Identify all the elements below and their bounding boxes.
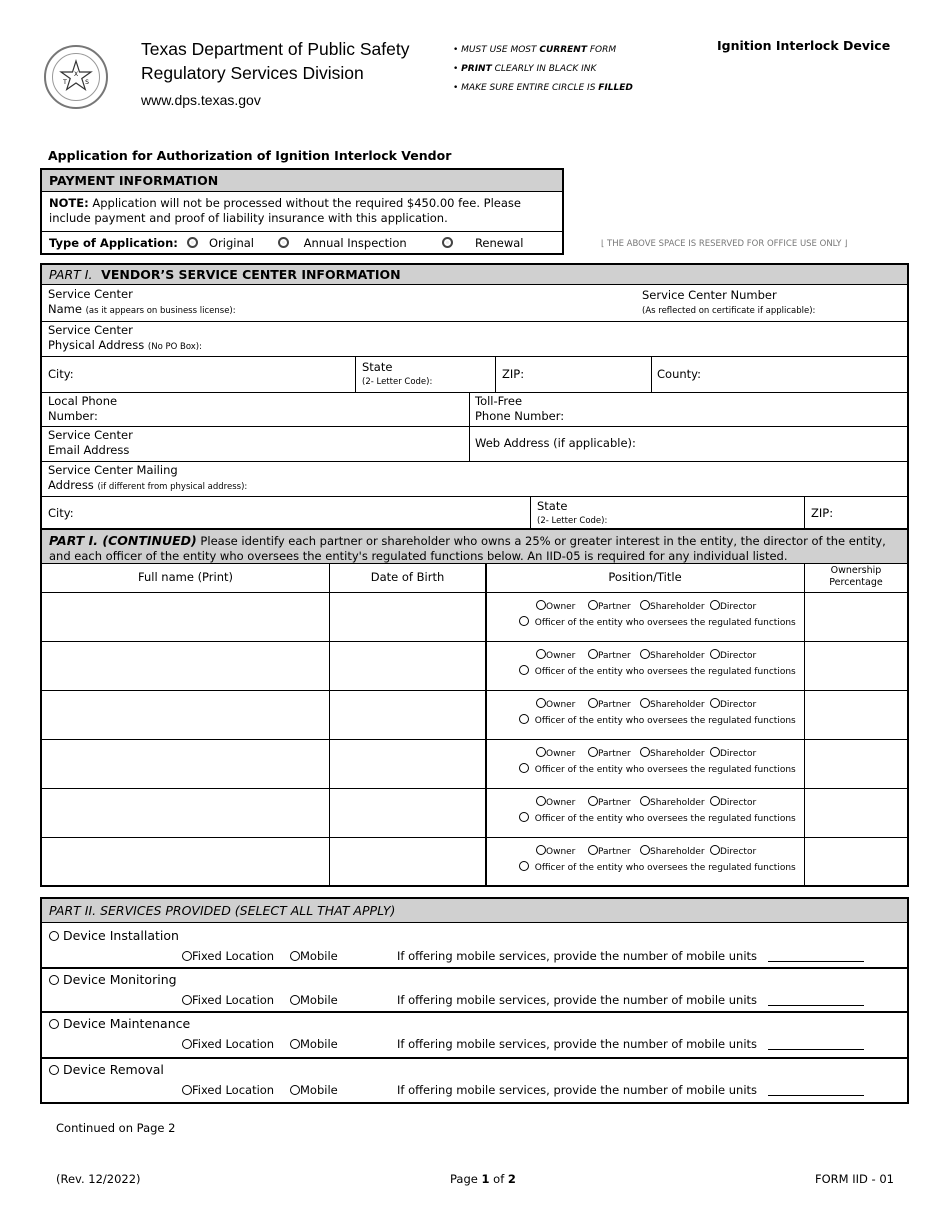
dob-field[interactable] — [330, 837, 485, 886]
mailing-state-label: State (2- Letter Code): — [537, 499, 608, 526]
radio-renewal[interactable] — [442, 237, 453, 248]
ownership-percentage-field[interactable] — [805, 739, 907, 788]
position-option[interactable]: Owner — [536, 698, 575, 710]
position-radio[interactable] — [588, 845, 598, 855]
service-option[interactable]: Device Removal — [49, 1062, 164, 1077]
position-option[interactable]: Shareholder — [640, 698, 705, 710]
form-id: FORM IID - 01 — [815, 1172, 894, 1186]
payment-section — [40, 168, 564, 255]
position-option[interactable]: Partner — [588, 600, 631, 612]
mobile-units-label: If offering mobile services, provide the number of mobile units — [397, 949, 864, 963]
officer-radio[interactable] — [519, 714, 529, 724]
position-radio[interactable] — [640, 600, 650, 610]
position-radio[interactable] — [536, 600, 546, 610]
position-option[interactable]: Partner — [588, 747, 631, 759]
revision-date: (Rev. 12/2022) — [56, 1172, 141, 1186]
part2-section — [40, 897, 909, 1104]
part1c-heading-bar — [42, 529, 907, 564]
position-option[interactable]: Partner — [588, 796, 631, 808]
position-option[interactable]: Owner — [536, 600, 575, 612]
position-option[interactable]: Director — [710, 649, 756, 661]
position-radio[interactable] — [588, 796, 598, 806]
dob-field[interactable] — [330, 592, 485, 641]
ownership-percentage-field[interactable] — [805, 837, 907, 886]
officer-radio[interactable] — [519, 763, 529, 773]
position-option[interactable]: Partner — [588, 845, 631, 857]
column-full-name: Full name (Print) — [137, 570, 233, 584]
service-radio[interactable] — [49, 975, 59, 985]
position-radio[interactable] — [588, 698, 598, 708]
service-option[interactable]: Device Maintenance — [49, 1016, 190, 1031]
officer-radio[interactable] — [519, 812, 529, 822]
email-label: Service Center Email Address — [48, 428, 133, 457]
position-option[interactable]: Director — [710, 845, 756, 857]
service-row — [42, 923, 907, 967]
part1-heading-bar — [42, 265, 907, 285]
position-option[interactable]: Shareholder — [640, 845, 705, 857]
dob-field[interactable] — [330, 690, 485, 739]
local-phone-label: Local Phone Number: — [48, 394, 118, 423]
service-radio[interactable] — [49, 931, 59, 941]
position-radio[interactable] — [710, 600, 720, 610]
dob-field[interactable] — [330, 641, 485, 690]
full-name-field[interactable] — [42, 641, 329, 690]
ownership-percentage-field[interactable] — [805, 788, 907, 837]
service-radio[interactable] — [49, 1065, 59, 1075]
application-type-label: Type of Application: — [49, 236, 178, 250]
svg-text:X: X — [73, 71, 79, 78]
officer-option[interactable]: Officer of the entity who oversees the regulated functions — [519, 812, 796, 824]
officer-option[interactable]: Officer of the entity who oversees the regulated functions — [519, 665, 796, 677]
state-label: State (2- Letter Code): — [362, 360, 433, 387]
instruction-1: • MUST USE MOST CURRENT FORM — [453, 45, 617, 55]
fixed-location-option[interactable]: Fixed Location — [182, 1037, 274, 1051]
service-radio[interactable] — [49, 1019, 59, 1029]
mobile-units-label: If offering mobile services, provide the number of mobile units — [397, 1037, 864, 1051]
full-name-field[interactable] — [42, 739, 329, 788]
mobile-radio[interactable] — [290, 1085, 300, 1095]
mailing-address-label: Service Center Mailing Address (if different from physical address): — [48, 463, 248, 492]
fixed-location-option[interactable]: Fixed Location — [182, 993, 274, 1007]
dob-field[interactable] — [330, 788, 485, 837]
payment-heading: PAYMENT INFORMATION — [49, 173, 219, 188]
type-annual-option[interactable]: Annual Inspection — [278, 236, 407, 250]
owner-row — [42, 592, 907, 641]
payment-note: NOTE: Application will not be processed without the required $450.00 fee. Please include payment and proof of liability insurance with this application. — [49, 196, 521, 225]
officer-option[interactable]: Officer of the entity who oversees the regulated functions — [519, 714, 796, 726]
position-option[interactable]: Shareholder — [640, 649, 705, 661]
position-option[interactable]: Director — [710, 747, 756, 759]
position-radio[interactable] — [710, 796, 720, 806]
position-option[interactable]: Shareholder — [640, 747, 705, 759]
position-option[interactable]: Owner — [536, 796, 575, 808]
county-label: County: — [657, 367, 701, 381]
part1-section — [40, 263, 909, 530]
part2-heading: PART II. SERVICES PROVIDED (SELECT ALL THAT APPLY) — [49, 903, 396, 918]
service-center-number-label: Service Center Number (As reflected on certificate if applicable): — [642, 288, 816, 316]
website: www.dps.texas.gov — [141, 92, 261, 108]
position-radio[interactable] — [536, 747, 546, 757]
full-name-field[interactable] — [42, 592, 329, 641]
position-radio[interactable] — [640, 698, 650, 708]
position-radio[interactable] — [640, 796, 650, 806]
ownership-percentage-field[interactable] — [805, 641, 907, 690]
position-option[interactable]: Director — [710, 698, 756, 710]
officer-radio[interactable] — [519, 616, 529, 626]
full-name-field[interactable] — [42, 788, 329, 837]
mailing-zip-label: ZIP: — [811, 506, 834, 520]
full-name-field[interactable] — [42, 690, 329, 739]
officer-option[interactable]: Officer of the entity who oversees the regulated functions — [519, 616, 796, 628]
officer-radio[interactable] — [519, 665, 529, 675]
agency-name: Texas Department of Public Safety — [141, 39, 410, 59]
fixed-location-option[interactable]: Fixed Location — [182, 949, 274, 963]
position-option[interactable]: Owner — [536, 649, 575, 661]
payment-heading-bar — [42, 170, 562, 192]
division-name: Regulatory Services Division — [141, 63, 364, 83]
position-option[interactable]: Shareholder — [640, 600, 705, 612]
position-radio[interactable] — [536, 649, 546, 659]
fixed-location-radio[interactable] — [182, 995, 192, 1005]
office-use-note: ⌊ THE ABOVE SPACE IS RESERVED FOR OFFICE USE ONLY ⌋ — [601, 239, 848, 249]
toll-free-label: Toll-Free Phone Number: — [475, 394, 565, 423]
position-option[interactable]: Shareholder — [640, 796, 705, 808]
service-center-name-label: Service Center Name (as it appears on business license): — [48, 287, 236, 316]
position-radio[interactable] — [588, 649, 598, 659]
mobile-units-label: If offering mobile services, provide the number of mobile units — [397, 1083, 864, 1097]
radio-original[interactable] — [187, 237, 198, 248]
form-title: Application for Authorization of Ignition Interlock Vendor — [48, 148, 452, 163]
owner-row — [42, 837, 907, 886]
position-radio[interactable] — [536, 796, 546, 806]
position-radio[interactable] — [710, 698, 720, 708]
officer-option[interactable]: Officer of the entity who oversees the regulated functions — [519, 763, 796, 775]
mobile-radio[interactable] — [290, 951, 300, 961]
position-radio[interactable] — [536, 698, 546, 708]
mobile-units-field[interactable] — [768, 996, 864, 1006]
fixed-location-radio[interactable] — [182, 1039, 192, 1049]
agency-heading — [141, 37, 409, 85]
mobile-option[interactable]: Mobile — [290, 1083, 338, 1097]
position-option[interactable]: Owner — [536, 845, 575, 857]
instruction-3: • MAKE SURE ENTIRE CIRCLE IS FILLED — [453, 83, 633, 93]
position-radio[interactable] — [536, 845, 546, 855]
officer-option[interactable]: Officer of the entity who oversees the regulated functions — [519, 861, 796, 873]
mobile-units-field[interactable] — [768, 1086, 864, 1096]
fixed-location-radio[interactable] — [182, 951, 192, 961]
mobile-option[interactable]: Mobile — [290, 993, 338, 1007]
type-renewal-option[interactable]: Renewal — [442, 236, 524, 250]
form-type: Ignition Interlock Device — [717, 38, 891, 53]
svg-text:S: S — [85, 79, 89, 86]
svg-text:T: T — [63, 79, 67, 86]
mobile-units-field[interactable] — [768, 952, 864, 962]
owner-row — [42, 739, 907, 788]
position-radio[interactable] — [588, 600, 598, 610]
position-radio[interactable] — [710, 649, 720, 659]
mobile-radio[interactable] — [290, 1039, 300, 1049]
column-ownership-percentage: Ownership Percentage — [829, 565, 883, 588]
service-row — [42, 1057, 907, 1102]
page-number: Page 1 of 2 — [450, 1172, 516, 1186]
position-radio[interactable] — [640, 649, 650, 659]
mailing-city-label: City: — [48, 506, 74, 520]
position-option[interactable]: Partner — [588, 698, 631, 710]
position-option[interactable]: Director — [710, 796, 756, 808]
radio-annual-inspection[interactable] — [278, 237, 289, 248]
fixed-location-option[interactable]: Fixed Location — [182, 1083, 274, 1097]
column-position-title: Position/Title — [608, 570, 682, 584]
instruction-2: • PRINT CLEARLY IN BLACK INK — [453, 64, 597, 74]
zip-label: ZIP: — [502, 367, 525, 381]
column-date-of-birth: Date of Birth — [370, 570, 445, 584]
web-address-label: Web Address (if applicable): — [475, 436, 636, 450]
mobile-units-label: If offering mobile services, provide the number of mobile units — [397, 993, 864, 1007]
service-row — [42, 1011, 907, 1057]
mobile-option[interactable]: Mobile — [290, 1037, 338, 1051]
dps-seal-logo — [44, 45, 108, 109]
part2-heading-bar — [42, 899, 907, 923]
mobile-units-field[interactable] — [768, 1040, 864, 1050]
part1-heading: PART I. VENDOR’S SERVICE CENTER INFORMATION — [49, 267, 401, 282]
service-option[interactable]: Device Monitoring — [49, 972, 177, 987]
service-option[interactable]: Device Installation — [49, 928, 179, 943]
city-label: City: — [48, 367, 74, 381]
mobile-option[interactable]: Mobile — [290, 949, 338, 963]
part1c-instructions: PART I. (CONTINUED) Please identify each partner or shareholder who owns a 25% or greater interest in the entity, the director of the entity, and each officer of the entity who oversees the entity's regulated functions below. An IID-05 is required for any individual listed. — [49, 533, 886, 563]
part1-continued-section — [40, 529, 909, 887]
position-option[interactable]: Owner — [536, 747, 575, 759]
position-radio[interactable] — [640, 747, 650, 757]
position-option[interactable]: Partner — [588, 649, 631, 661]
position-radio[interactable] — [588, 747, 598, 757]
position-radio[interactable] — [710, 845, 720, 855]
physical-address-label: Service Center Physical Address (No PO Box): — [48, 323, 202, 352]
full-name-field[interactable] — [42, 837, 329, 886]
officer-radio[interactable] — [519, 861, 529, 871]
mobile-radio[interactable] — [290, 995, 300, 1005]
ownership-percentage-field[interactable] — [805, 690, 907, 739]
owner-row — [42, 690, 907, 739]
service-row — [42, 967, 907, 1011]
owner-row — [42, 788, 907, 837]
owner-row — [42, 641, 907, 690]
ownership-percentage-field[interactable] — [805, 592, 907, 641]
position-radio[interactable] — [640, 845, 650, 855]
continued-note: Continued on Page 2 — [56, 1121, 176, 1135]
fixed-location-radio[interactable] — [182, 1085, 192, 1095]
position-option[interactable]: Director — [710, 600, 756, 612]
dob-field[interactable] — [330, 739, 485, 788]
position-radio[interactable] — [710, 747, 720, 757]
type-original-option[interactable]: Original — [187, 236, 254, 250]
